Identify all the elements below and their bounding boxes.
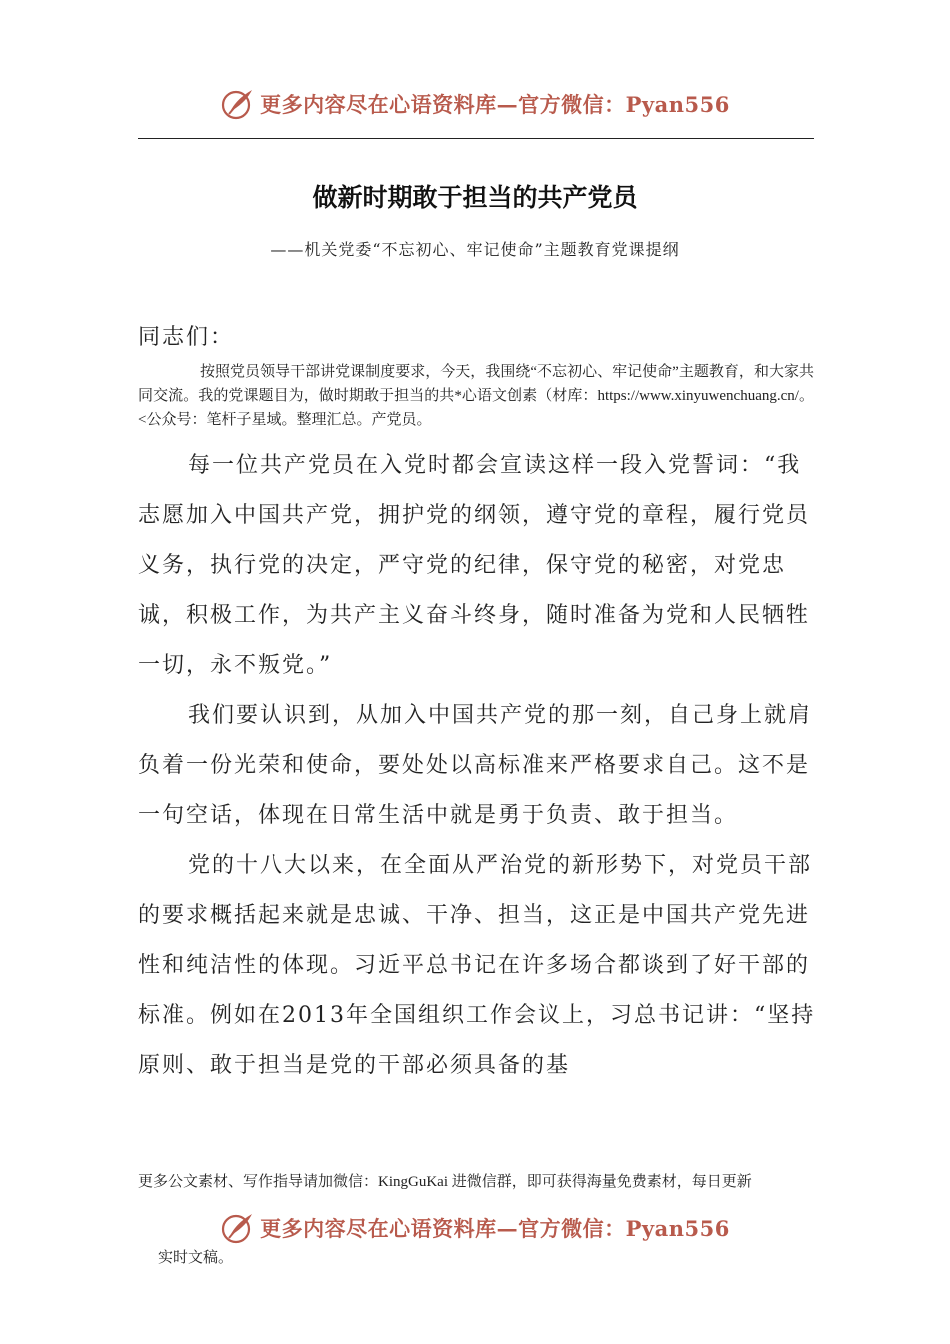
paragraph-standards: 党的十八大以来，在全面从严治党的新形势下，对党员干部的要求概括起来就是忠诚、干净、担当，这正是中国共产党先进性和纯洁性的体现。习近平总书记在许多场合都谈到了好干部的标准。例如在2013年全国组织工作会议上，习总书记讲：“坚持原则、敢于担当是党的干部必须具备的基 <box>138 853 816 1078</box>
header-banner <box>0 84 950 124</box>
footer-note: 更多公文素材、写作指导请加微信：KingGuKai 进微信群，即可获得海量免费素材，每日更新 <box>138 1174 752 1190</box>
paragraph-oath: 每一位共产党员在入党时都会宣读这样一段入党誓词：“我志愿加入中国共产党，拥护党的纲领，遵守党的章程，履行党员义务，执行党的决定，严守党的纪律，保守党的秘密，对党忠诚，积极工作，为共产主义奋斗终身，随时准备为党和人民牺牲一切，永不叛党。” <box>138 453 811 678</box>
paragraph-mission: 我们要认识到，从加入中国共产党的那一刻，自己身上就肩负着一份光荣和使命，要处处以高标准来严格要求自己。这不是一句空话，体现在日常生活中就是勇于负责、敢于担当。 <box>138 703 813 828</box>
footer-tail: 实时文稿。 <box>158 1250 234 1266</box>
document-subtitle: ——机关党委“不忘初心、牢记使命”主题教育党课提纲 <box>270 240 680 259</box>
footer-banner <box>0 1208 950 1248</box>
footer-banner-text: 更多内容尽在心语资料库—官方微信：Pyan556 <box>260 1216 730 1241</box>
document-title: 做新时期敢于担当的共产党员 <box>312 183 638 212</box>
quill-logo-icon <box>220 86 256 122</box>
header-banner-text: 更多内容尽在心语资料库—官方微信：Pyan556 <box>260 92 730 117</box>
intro-paragraph: 按照党员领导干部讲党课制度要求，今天，我围绕“不忘初心、牢记使命”主题教育，和大家共同交流。我的党课题目为，做时期敢于担当的共*心语文创素（材库：https://www.xinyuwenchuang.cn/。<公众号：笔杆子星域。整理汇总。产党员。 <box>138 364 814 428</box>
body-text <box>138 441 816 1091</box>
greeting: 同志们： <box>138 325 235 350</box>
quill-logo-icon <box>220 1210 256 1246</box>
header-divider <box>138 138 814 139</box>
